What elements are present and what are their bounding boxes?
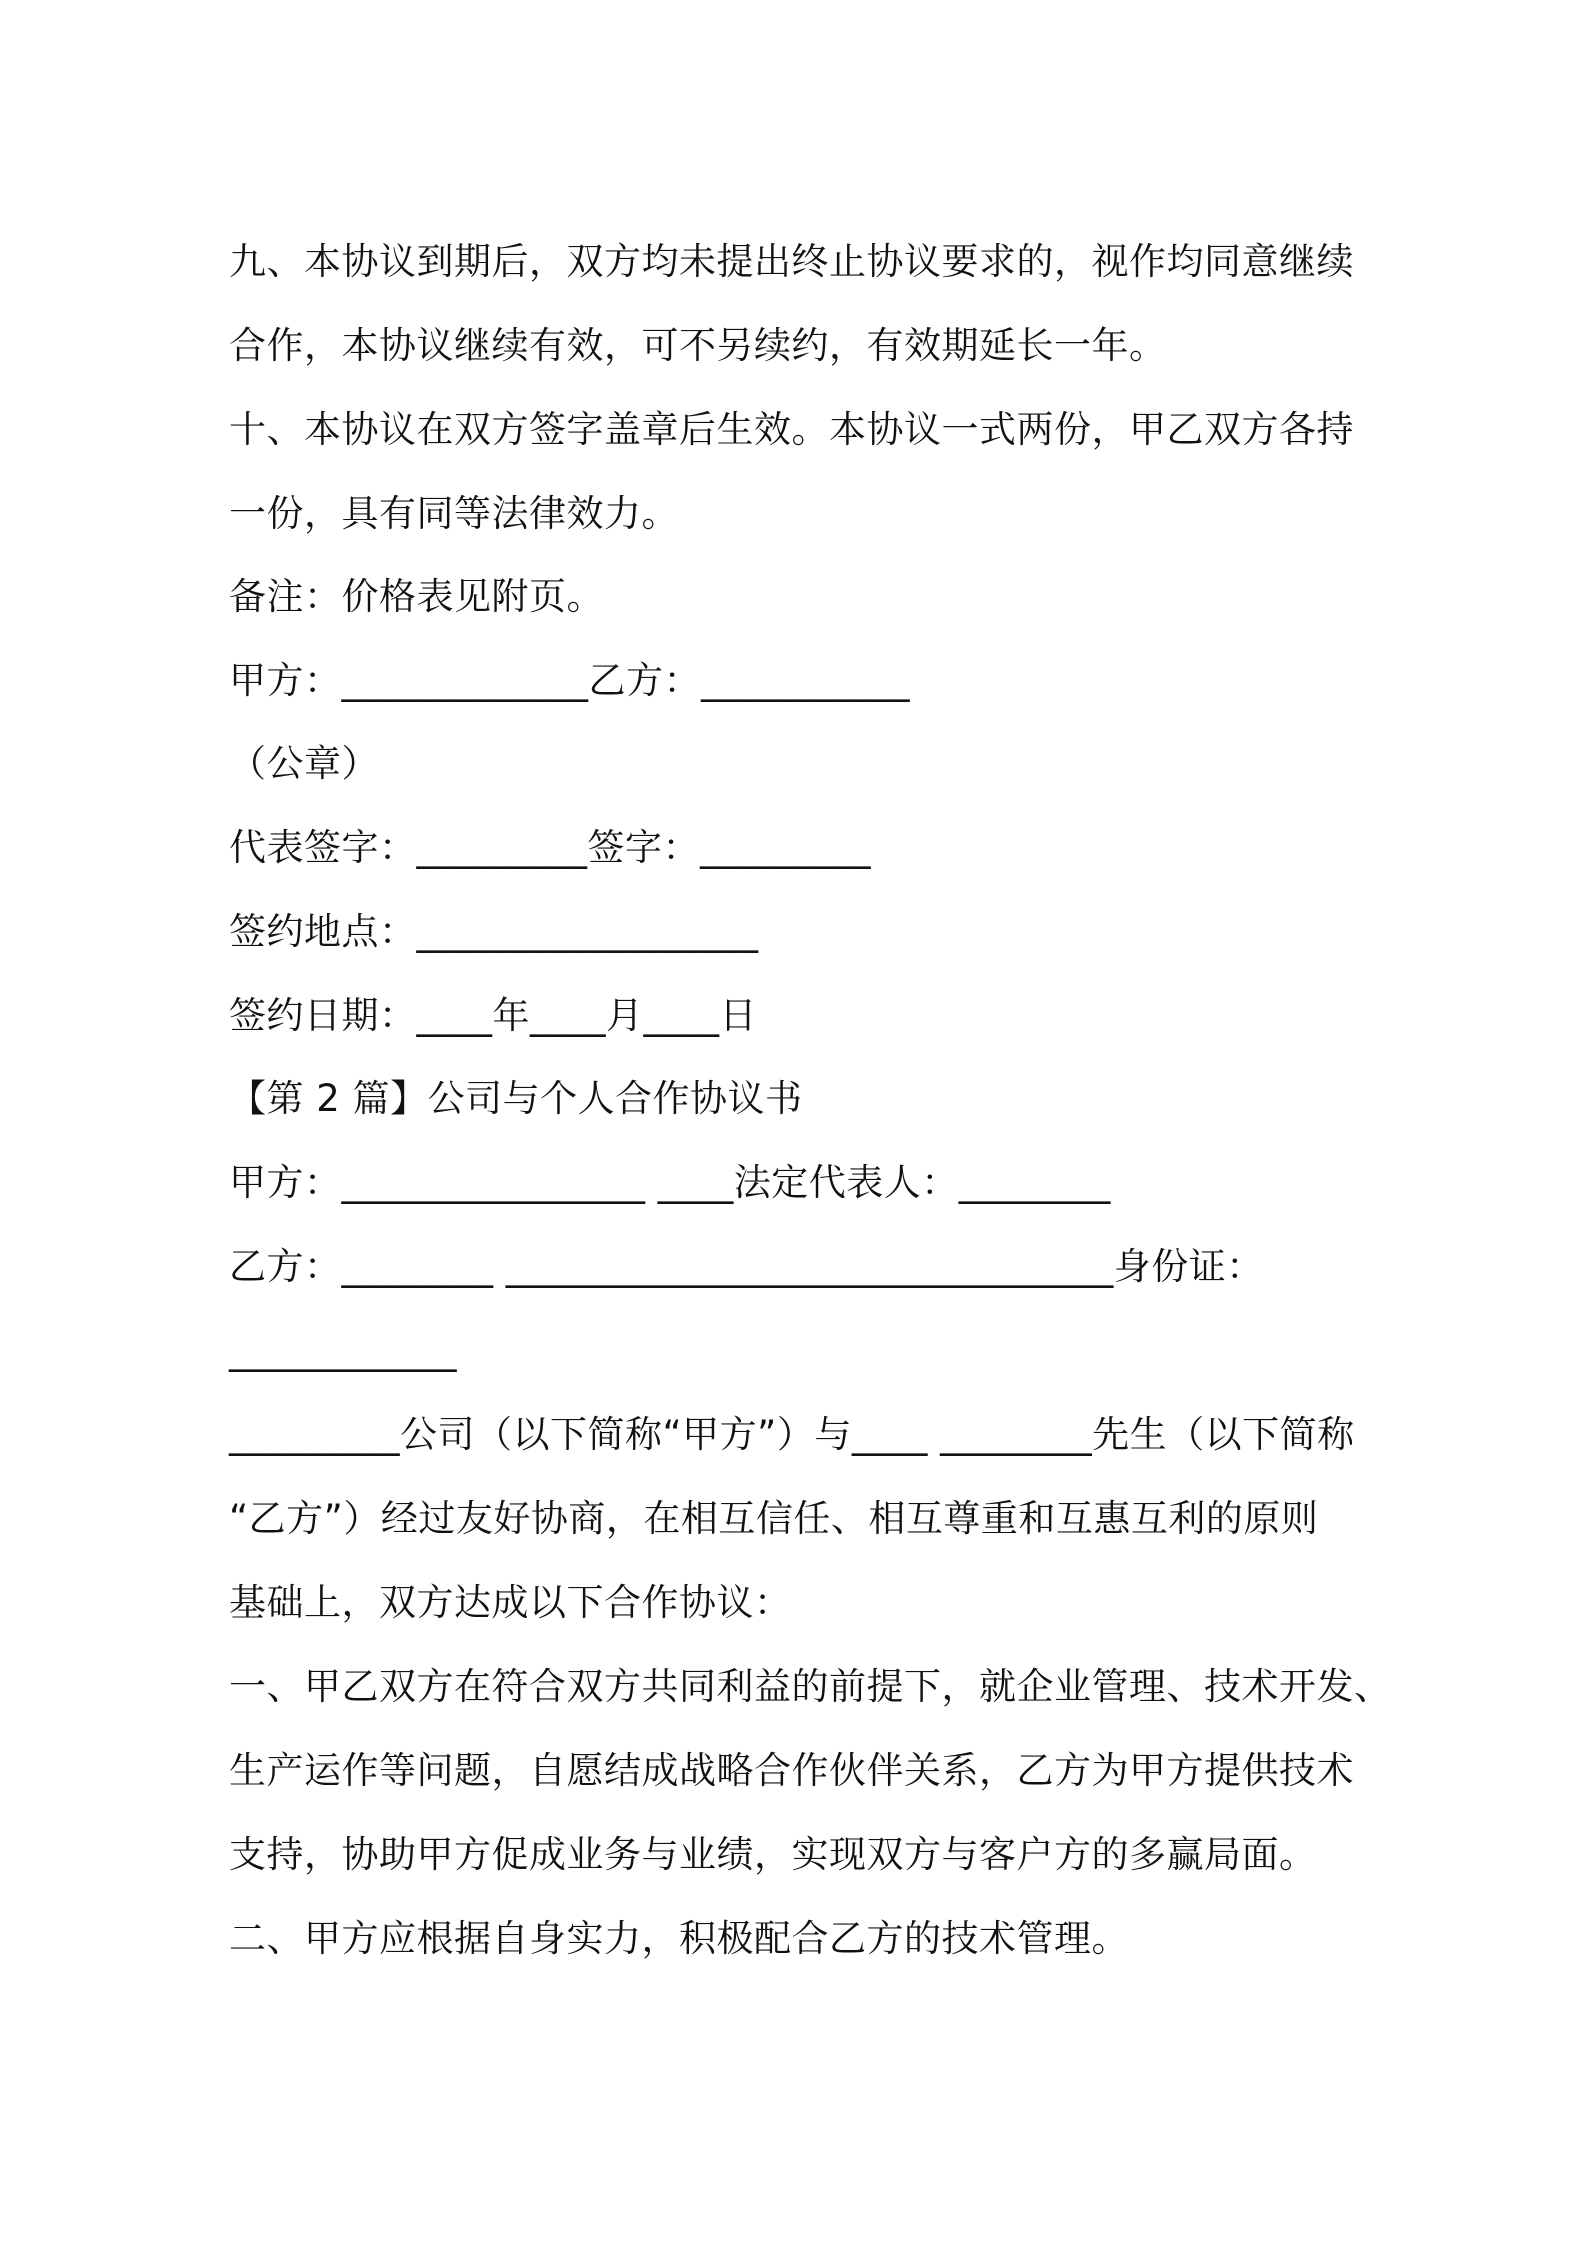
signing-date-line: 签约日期：____年____月____日 <box>229 994 757 1037</box>
intro-line-3: 基础上，双方达成以下合作协议： <box>229 1581 792 1624</box>
clause-nine-line-2: 合作，本协议继续有效，可不另续约，有效期延长一年。 <box>229 324 1167 367</box>
section-title: 【第 2 篇】公司与个人合作协议书 <box>229 1077 803 1120</box>
clause-two-line-1: 二、甲方应根据自身实力，积极配合乙方的技术管理。 <box>229 1917 1129 1960</box>
intro-line-2: “乙方”）经过友好协商，在相互信任、相互尊重和互惠互利的原则 <box>229 1497 1319 1540</box>
remarks-line: 备注：价格表见附页。 <box>229 575 604 618</box>
clause-nine-line-1: 九、本协议到期后，双方均未提出终止协议要求的，视作均同意继续 <box>229 240 1354 283</box>
clause-ten-line-2: 一份，具有同等法律效力。 <box>229 492 679 535</box>
party-a-line: 甲方：________________ ____法定代表人：________ <box>229 1161 1111 1204</box>
signing-place-line: 签约地点：__________________ <box>229 910 759 953</box>
clause-one-line-3: 支持，协助甲方促成业务与业绩，实现双方与客户方的多赢局面。 <box>229 1833 1317 1876</box>
intro-line-1: _________公司（以下简称“甲方”）与____ ________先生（以下简称 <box>229 1413 1355 1456</box>
representative-signature-line: 代表签字：_________签字：_________ <box>229 826 871 869</box>
party-b-line: 乙方：________ ________________________________身份证： <box>229 1245 1264 1288</box>
seal-line: （公章） <box>229 742 379 785</box>
party-signature-line: 甲方：_____________乙方：___________ <box>229 659 910 702</box>
clause-one-line-2: 生产运作等问题，自愿结成战略合作伙伴关系，乙方为甲方提供技术 <box>229 1749 1354 1792</box>
clause-ten-line-1: 十、本协议在双方签字盖章后生效。本协议一式两份，甲乙双方各持 <box>229 408 1354 451</box>
clause-one-line-1: 一、甲乙双方在符合双方共同利益的前提下，就企业管理、技术开发、 <box>229 1665 1392 1708</box>
id-blank-line: ____________ <box>229 1329 457 1372</box>
